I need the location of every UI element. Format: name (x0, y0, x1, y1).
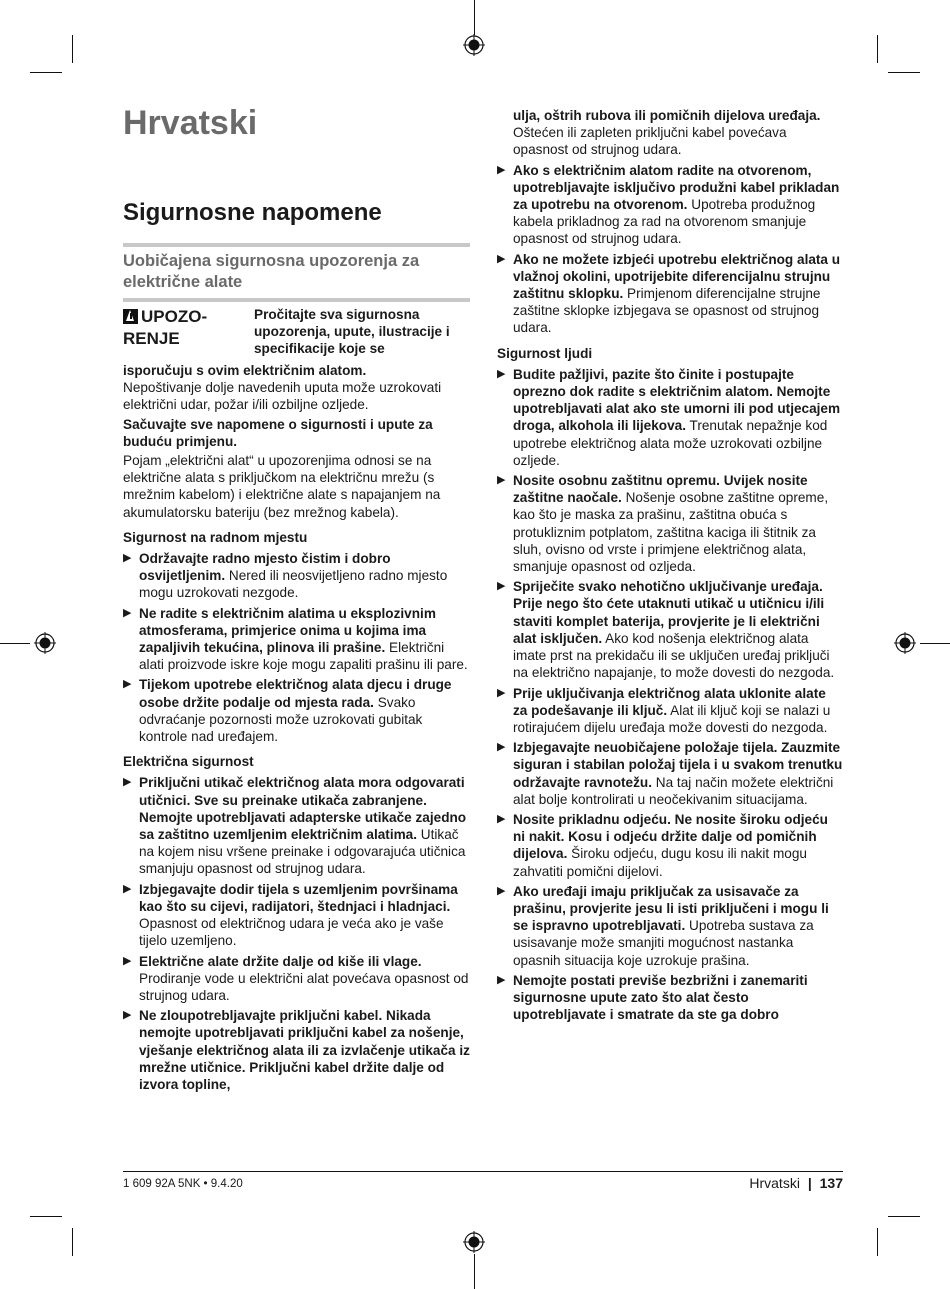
list-item-bold: Izbjegavajte neuobičajene položaje tijela. Zauzmite siguran i stabilan položaj tijela i u svakom trenutku održavajte ravnotežu. (513, 740, 843, 790)
list-item (497, 972, 843, 1024)
left-column (123, 306, 470, 1096)
list-item-text: Oštećen ili zapleten priključni kabel povećava opasnost od strujnog udara. (513, 125, 787, 158)
warning-triangle-icon (123, 309, 138, 324)
warning-text: Nepoštivanje dolje navedenih uputa može uzrokovati električni udar, požar i/ili ozbiljne ozljede. (123, 380, 442, 413)
language-title: Hrvatski (123, 104, 258, 142)
list-item-text: Široku odjeću, dugu kosu ili nakit mogu zahvatiti pomični dijelovi. (513, 846, 807, 879)
crop-mark (877, 35, 878, 63)
list-item (123, 881, 470, 950)
arrow-bullet-icon: ▶ (123, 552, 132, 565)
list-item-text: Upotreba produžnog kabela prikladnog za rad na otvorenom smanjuje opasnost od strujnog udara. (513, 197, 816, 247)
list-item-bold: Izbjegavajte dodir tijela s uzemljenim površinama kao što su cijevi, radijatori, štednjaci i hladnjaci. (139, 881, 458, 914)
list-item-bold: Spriječite svako nehotično uključivanje uređaja. Prije nego što ćete utaknuti utikač u utičnicu i/ili staviti komplet baterija, provjerite je li električni alat isključen. (513, 579, 825, 646)
list-item-bold: Električne alate držite dalje od kiše ili vlage. (139, 953, 422, 969)
page-footer (749, 1175, 843, 1191)
electrical-heading: Električna sigurnost (123, 754, 254, 770)
list-item (497, 251, 843, 337)
warning-label-line2: RENJE (123, 329, 180, 348)
list-item-text: Nered ili neosvijetljeno radno mjesto mogu uzrokovati nezgode. (139, 568, 448, 601)
workplace-heading: Sigurnost na radnom mjestu (123, 529, 308, 545)
arrow-bullet-icon: ▶ (497, 252, 506, 265)
arrow-bullet-icon: ▶ (497, 812, 506, 825)
arrow-bullet-icon: ▶ (497, 686, 506, 699)
list-item-bold: Nemojte postati previše bezbrižni i zanemariti sigurnosne upute zato što alat često upotrebljavate i smatrate da ste ga dobro (513, 972, 808, 1023)
list-item-bold: Priključni utikač električnog alata mora odgovarati utičnici. Sve su preinake utikača zabranjene. Nemojte upotrebljavati adapterske utikače zajedno sa zaštitno uzemljenim električnim alatima. (139, 775, 467, 843)
crop-mark (30, 1216, 62, 1217)
people-list (497, 366, 843, 1024)
people-heading: Sigurnost ljudi (497, 345, 593, 361)
workplace-list (123, 550, 470, 745)
page-number: 137 (819, 1175, 843, 1191)
arrow-bullet-icon: ▶ (123, 1009, 132, 1022)
list-item (123, 1007, 470, 1093)
list-item-text: Nošenje osobne zaštitne opreme, kao što je maska za prašinu, zaštitna obuća s protukliznim potplatom, zaštitna kaciga ili štitnik za sluh, ovisno od vrste i primjene električnog alata, smanjuje opasnost od ozljeda. (513, 490, 829, 575)
list-item-bold: Ne zloupotrebljavajte priključni kabel. Nikada nemojte upotrebljavati priključni kabel za nošenje, vješanje električnog alata ili za izvlačenje utikača iz mrežne utičnice. Priključni kabel držite dalje od izvora topline, (139, 1008, 470, 1092)
warning-lead: Pročitajte sva sigurnosna upozorenja, upute, ilustracije i specifikacije koje se (254, 307, 450, 357)
list-item-bold: Ako uređaji imaju priključak za usisavače za prašinu, provjerite jesu li isti priključeni i mogu li se ispravno upotrebljavati. (513, 883, 829, 934)
crop-mark (888, 1216, 920, 1217)
registration-mark-icon (894, 632, 916, 654)
footer-rule (123, 1171, 843, 1172)
crop-mark (72, 35, 73, 63)
list-item-bold: Nosite prikladnu odjeću. Ne nosite široku odjeću ni nakit. Kosu i odjeću držite dalje od pomičnih dijelova. (513, 811, 828, 862)
arrow-bullet-icon: ▶ (123, 606, 132, 619)
keep-instructions: Sačuvajte sve napomene o sigurnosti i upute za buduću primjenu. (123, 416, 433, 449)
subsection-title: Uobičajena sigurnosna upozorenja za električne alate (123, 252, 420, 291)
list-item-bold: Održavajte radno mjesto čistim i dobro osvijetljenim. (139, 551, 391, 584)
list-item-text: Na taj način možete električni alat bolje kontrolirati u neočekivanim situacijama. (513, 774, 834, 807)
crop-mark (920, 643, 950, 644)
arrow-bullet-icon: ▶ (497, 474, 506, 487)
arrow-bullet-icon: ▶ (123, 954, 132, 967)
list-item-text: Ako kod nošenja električnog alata imate prst na prekidaču ili se uključen uređaj priključi na električno napajanje, to može dovesti do nezgoda. (513, 630, 835, 681)
warning-lead-cont: isporučuju s ovim električnim alatom. (123, 363, 367, 378)
arrow-bullet-icon: ▶ (123, 776, 132, 789)
list-item-bold: Tijekom upotrebe električnog alata djecu i druge osobe držite podalje od mjesta rada. (139, 677, 452, 710)
list-item-text: Svako odvraćanje pozornosti može uzrokovati gubitak kontrole nad uređajem. (139, 694, 423, 745)
arrow-bullet-icon: ▶ (123, 882, 132, 895)
list-item (497, 162, 843, 248)
list-item (497, 811, 843, 880)
arrow-bullet-icon: ▶ (497, 973, 506, 986)
arrow-bullet-icon: ▶ (497, 884, 506, 897)
footer-language: Hrvatski (749, 1175, 800, 1191)
list-item-bold: Prije uključivanja električnog alata uklonite alate za podešavanje ili ključ. (513, 685, 826, 718)
right-column (497, 107, 843, 1026)
crop-mark (877, 1228, 878, 1256)
warning-label-line1: UPOZO- (141, 307, 208, 326)
warning-block (123, 306, 470, 362)
list-item-text: Opasnost od električnog udara je veća ako je vaše tijelo uzemljeno. (139, 916, 444, 949)
crop-mark (474, 0, 475, 35)
definition-text: Pojam „električni alat“ u upozorenjima odnosi se na električne alata s priključkom na električnu mrežu (s mrežnim kabelom) i električne alate s napajanjem na akumulatorsku bateriju (bez mrežnog kabela). (123, 453, 441, 520)
list-item (497, 685, 843, 737)
arrow-bullet-icon: ▶ (123, 678, 132, 691)
crop-mark (888, 72, 920, 73)
list-item (123, 550, 470, 602)
crop-mark (72, 1228, 73, 1256)
list-item (497, 883, 843, 969)
list-item-text: Upotreba sustava za usisavanje može smanjiti mogućnost nastanka opasnih situacija koje uzrokuje prašina. (513, 918, 814, 968)
list-item-text: Primjenom diferencijalne strujne zaštitne sklopke izbjegava se opasnost od strujnog udara. (513, 286, 821, 336)
list-item (123, 605, 470, 674)
list-item-bold: Ako s električnim alatom radite na otvorenom, upotrebljavajte isključivo produžni kabel prikladan za upotrebu na otvorenom. (513, 162, 840, 213)
list-item-bold: Ne radite s električnim alatima u eksplozivnim atmosferama, primjerice onima u kojima ima zapaljivih tekućina, plinova ili prašine. (139, 605, 436, 656)
subsection-header (123, 243, 470, 302)
list-item-text: Utikač na kojem nisu vršene preinake i odgovarajuća utičnica smanjuju opasnost od strujnog udara. (139, 827, 466, 877)
registration-mark-icon (34, 632, 56, 654)
list-item (497, 472, 843, 575)
list-item-bold: Nosite osobnu zaštitnu opremu. Uvijek nosite zaštitne naočale. (513, 473, 808, 506)
continued-item (497, 107, 843, 159)
list-item (123, 676, 470, 745)
crop-mark (30, 72, 62, 73)
list-item (497, 739, 843, 808)
list-item-bold: Ako ne možete izbjeći upotrebu električnog alata u vlažnoj okolini, upotrijebite diferencijalnu strujnu zaštitnu sklopku. (513, 251, 841, 302)
arrow-bullet-icon: ▶ (497, 741, 506, 754)
list-item-bold: ulja, oštrih rubova ili pomičnih dijelova uređaja. (513, 108, 821, 123)
crop-mark (474, 1254, 475, 1289)
arrow-bullet-icon: ▶ (497, 367, 506, 380)
crop-mark (0, 643, 30, 644)
warning-label (123, 306, 207, 350)
list-item-text: Prodiranje vode u električni alat povećava opasnost od strujnog udara. (139, 970, 469, 1003)
electrical-list (123, 774, 470, 1093)
list-item (497, 578, 843, 681)
registration-mark-icon (463, 34, 485, 56)
list-item (123, 953, 470, 1005)
section-title: Sigurnosne napomene (123, 199, 382, 226)
list-item-text: Električni alati proizvode iskre koje mogu zapaliti prašinu ili pare. (139, 640, 468, 673)
list-item (123, 774, 470, 877)
list-item-text: Trenutak nepažnje kod upotrebe električnog alata može uzrokovati ozbiljne ozljede. (513, 418, 828, 468)
list-item (497, 366, 843, 469)
arrow-bullet-icon: ▶ (497, 163, 506, 176)
list-item-bold: Budite pažljivi, pazite što činite i postupajte oprezno dok radite s električnim alatom. Nemojte upotrebljavati alat ako ste umorni ili pod utjecajem droga, alkohola ili lijekova. (513, 366, 841, 434)
document-code: 1 609 92A 5NK • 9.4.20 (123, 1178, 243, 1190)
footer-separator: | (807, 1175, 812, 1191)
arrow-bullet-icon: ▶ (497, 580, 506, 593)
list-item-text: Alat ili ključ koji se nalazi u rotirajućem dijelu uređaja može dovesti do nezgoda. (513, 702, 831, 735)
registration-mark-icon (463, 1231, 485, 1253)
